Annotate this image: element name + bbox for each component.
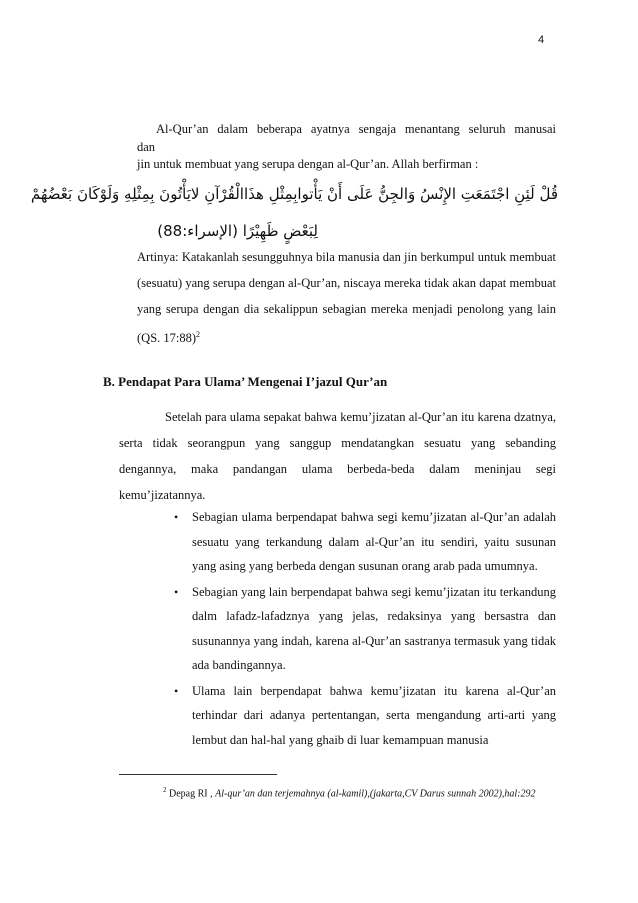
footnote-lead: Depag RI , — [166, 788, 216, 800]
section-heading: B. Pendapat Para Ulama’ Mengenai I’jazul Qur’an — [103, 374, 388, 389]
intro-text — [137, 120, 556, 156]
page-number: 4 — [538, 34, 545, 46]
intro-line-3: jin untuk membuat yang serupa dengan al-Qur’an. Allah berfirman : — [137, 157, 479, 171]
bullet-icon: • — [174, 510, 179, 524]
translation-paragraph — [137, 244, 556, 351]
footnote-reference[interactable]: 2 — [196, 330, 201, 339]
intro-text-continued — [137, 155, 556, 173]
list-item-text: Sebagian yang lain berpendapat bahwa segi kemu’jizatan itu terkandung dalm lafadz-lafadznya yang jelas, redaksinya yang bersastra dan susunannya yang indah, karena al-Qur’an sastranya termasuk yang tidak ada bandingannya. — [192, 584, 556, 672]
footnote-citation: Al-qur’an dan terjemahnya (al-kamil),(jakarta,CV Darus sunnah 2002),hal:292 — [215, 788, 536, 800]
list-item — [170, 505, 556, 579]
footnote — [119, 782, 556, 802]
list-item-text: Ulama lain berpendapat bahwa kemu’jizatan itu karena al-Qur’an terhindar dari adanya pertentangan, serta mengandung arti-arti yang lembut dan hal-hal yang ghaib di luar kemampuan manusia — [192, 683, 556, 747]
list-item-text: Sebagian ulama berpendapat bahwa segi kemu’jizatan al-Qur’an adalah sesuatu yang terkandung dalam al-Qur’an itu sendiri, yaitu susunan yang asing yang berbeda dengan susunan orang arab pada umumnya. — [192, 510, 556, 573]
bullet-list — [170, 505, 556, 752]
arabic-verse-line-2: لِبَعْضٍ ظَهِيْرًا (الإسراء:88) — [157, 222, 318, 240]
intro-line-1: Al-Qur’an dalam beberapa ayatnya sengaja menantang seluruh manusai — [156, 122, 556, 136]
translation-text: Artinya: Katakanlah sesungguhnya bila manusia dan jin berkumpul untuk membuat (sesuatu) yang serupa dengan al-Qur’an, niscaya mereka tidak akan dapat membuat yang serupa dengan dia sekalippun sebagian mereka menjadi penolong yang lain (QS. 17:88) — [137, 250, 556, 346]
body-paragraph: Setelah para ulama sepakat bahwa kemu’jizatan al-Qur’an itu karena dzatnya, serta tidak seorangpun yang sanggup mendatangkan sesuatu yang sebanding dengannya, maka pandangan ulama berbeda-beda dalam meninjau segi kemu’jizatannya. — [119, 410, 556, 502]
footnote-number: 2 — [163, 786, 167, 794]
intro-line-2: dan — [137, 140, 156, 154]
bullet-icon: • — [174, 584, 179, 599]
list-item — [170, 679, 556, 753]
list-item — [170, 580, 556, 678]
bullet-icon: • — [174, 683, 179, 698]
footnote-divider — [119, 774, 277, 775]
arabic-verse-line-1: قُلْ لَئِنِ اجْتَمَعَتِ الإِنْسُ وَالجِنُّ عَلَى أَنْ يَأْتوابِمِثْلِ هذَاالْقُرْآنِ لايَأْتُونَ بِمِثْلِهِ وَلَوْكَانَ بَعْضُهُمْ — [30, 185, 558, 203]
